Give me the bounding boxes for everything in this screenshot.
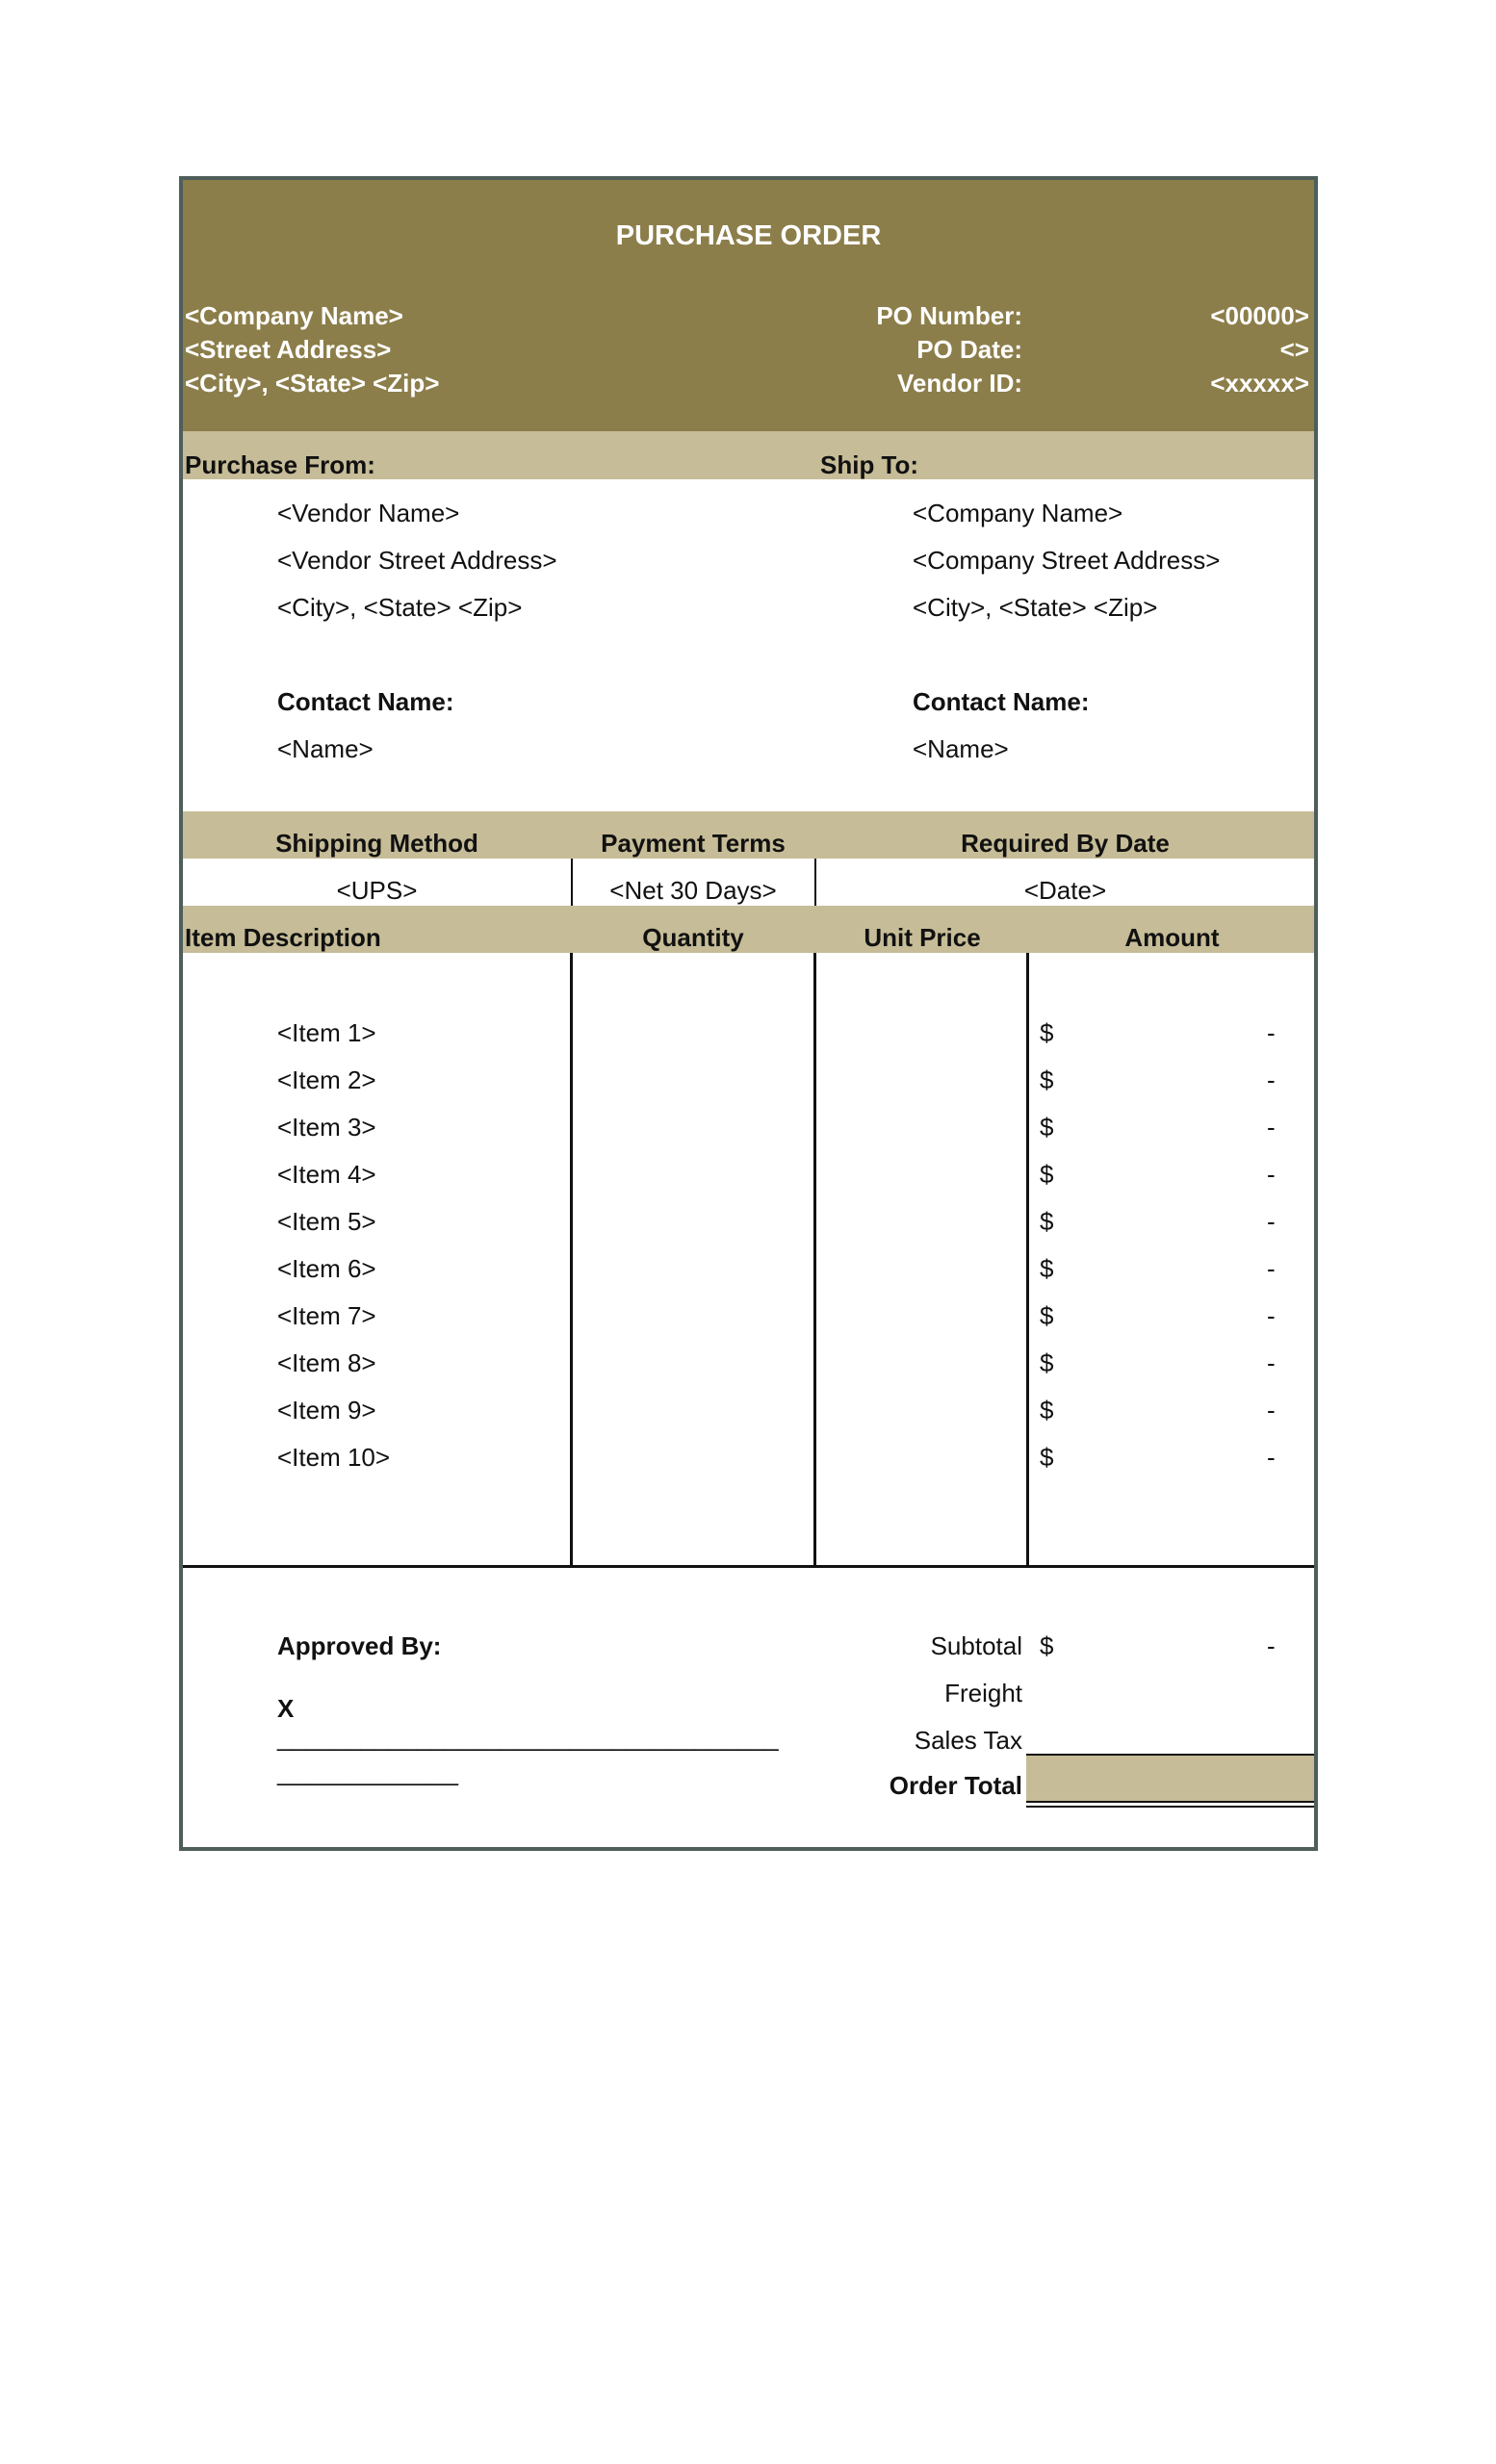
company-city-state-zip: <City>, <State> <Zip>: [185, 369, 440, 398]
vendor-contact-label: Contact Name:: [277, 687, 454, 716]
company-street: <Street Address>: [185, 335, 392, 364]
signature-date-line: _____________: [277, 1758, 458, 1786]
payment-terms-label: Payment Terms: [601, 829, 786, 858]
subtotal-value: -: [1267, 1631, 1276, 1660]
vendor-contact-value: <Name>: [277, 734, 374, 763]
item-currency: $: [1040, 1443, 1054, 1472]
item-description: <Item 9>: [277, 1396, 376, 1424]
item-description: <Item 7>: [277, 1301, 376, 1330]
item-currency: $: [1040, 1113, 1054, 1142]
ship-to-company-name: <Company Name>: [913, 499, 1123, 527]
item-amount: -: [1267, 1443, 1276, 1472]
item-amount: -: [1267, 1018, 1276, 1047]
subtotal-currency: $: [1040, 1631, 1054, 1660]
required-by-date-value: <Date>: [1023, 876, 1107, 905]
item-description: <Item 10>: [277, 1443, 391, 1472]
signature-x-mark: X: [277, 1694, 295, 1723]
item-description: <Item 3>: [277, 1113, 376, 1142]
freight-label: Freight: [944, 1679, 1022, 1707]
po-date-label: PO Date:: [916, 335, 1022, 364]
vendor-city-state-zip: <City>, <State> <Zip>: [277, 593, 523, 622]
item-currency: $: [1040, 1396, 1054, 1424]
order-total-label: Order Total: [889, 1771, 1022, 1800]
item-description: <Item 8>: [277, 1348, 376, 1377]
item-currency: $: [1040, 1207, 1054, 1236]
vendor-id-value: <xxxxx>: [1210, 369, 1309, 398]
quantity-header: Quantity: [642, 923, 744, 952]
purchase-from-label: Purchase From:: [185, 450, 375, 479]
item-amount: -: [1267, 1396, 1276, 1424]
unit-price-header: Unit Price: [864, 923, 981, 952]
shipping-method-label: Shipping Method: [275, 829, 478, 858]
item-description: <Item 2>: [277, 1065, 376, 1094]
vendor-id-label: Vendor ID:: [896, 369, 1022, 398]
item-description-header: Item Description: [185, 923, 381, 952]
document-title: PURCHASE ORDER: [615, 220, 882, 251]
item-currency: $: [1040, 1065, 1054, 1094]
approved-by-label: Approved By:: [277, 1631, 442, 1660]
item-amount: -: [1267, 1160, 1276, 1189]
ship-to-city-state-zip: <City>, <State> <Zip>: [913, 593, 1158, 622]
item-amount: -: [1267, 1301, 1276, 1330]
item-currency: $: [1040, 1254, 1054, 1283]
item-currency: $: [1040, 1018, 1054, 1047]
ship-to-contact-value: <Name>: [913, 734, 1009, 763]
item-currency: $: [1040, 1301, 1054, 1330]
po-date-value: <>: [1279, 335, 1309, 364]
item-description: <Item 6>: [277, 1254, 376, 1283]
ship-to-label: Ship To:: [820, 450, 919, 479]
item-description: <Item 5>: [277, 1207, 376, 1236]
document-frame: [179, 176, 1318, 1851]
po-number-label: PO Number:: [876, 301, 1022, 330]
item-description: <Item 1>: [277, 1018, 376, 1047]
required-by-date-label: Required By Date: [961, 829, 1170, 858]
item-currency: $: [1040, 1160, 1054, 1189]
signature-line: ____________________________________: [277, 1723, 779, 1752]
item-amount: -: [1267, 1348, 1276, 1377]
ship-to-street: <Company Street Address>: [913, 546, 1221, 575]
payment-terms-value: <Net 30 Days>: [609, 876, 777, 905]
company-name: <Company Name>: [185, 301, 403, 330]
subtotal-label: Subtotal: [930, 1631, 1022, 1660]
vendor-street: <Vendor Street Address>: [277, 546, 557, 575]
item-amount: -: [1267, 1207, 1276, 1236]
amount-header: Amount: [1124, 923, 1220, 952]
shipping-method-value: <UPS>: [336, 876, 418, 905]
sales-tax-label: Sales Tax: [914, 1726, 1022, 1755]
item-currency: $: [1040, 1348, 1054, 1377]
ship-to-contact-label: Contact Name:: [913, 687, 1090, 716]
po-number-value: <00000>: [1210, 301, 1309, 330]
vendor-name: <Vendor Name>: [277, 499, 460, 527]
item-amount: -: [1267, 1065, 1276, 1094]
item-amount: -: [1267, 1113, 1276, 1142]
item-amount: -: [1267, 1254, 1276, 1283]
item-description: <Item 4>: [277, 1160, 376, 1189]
